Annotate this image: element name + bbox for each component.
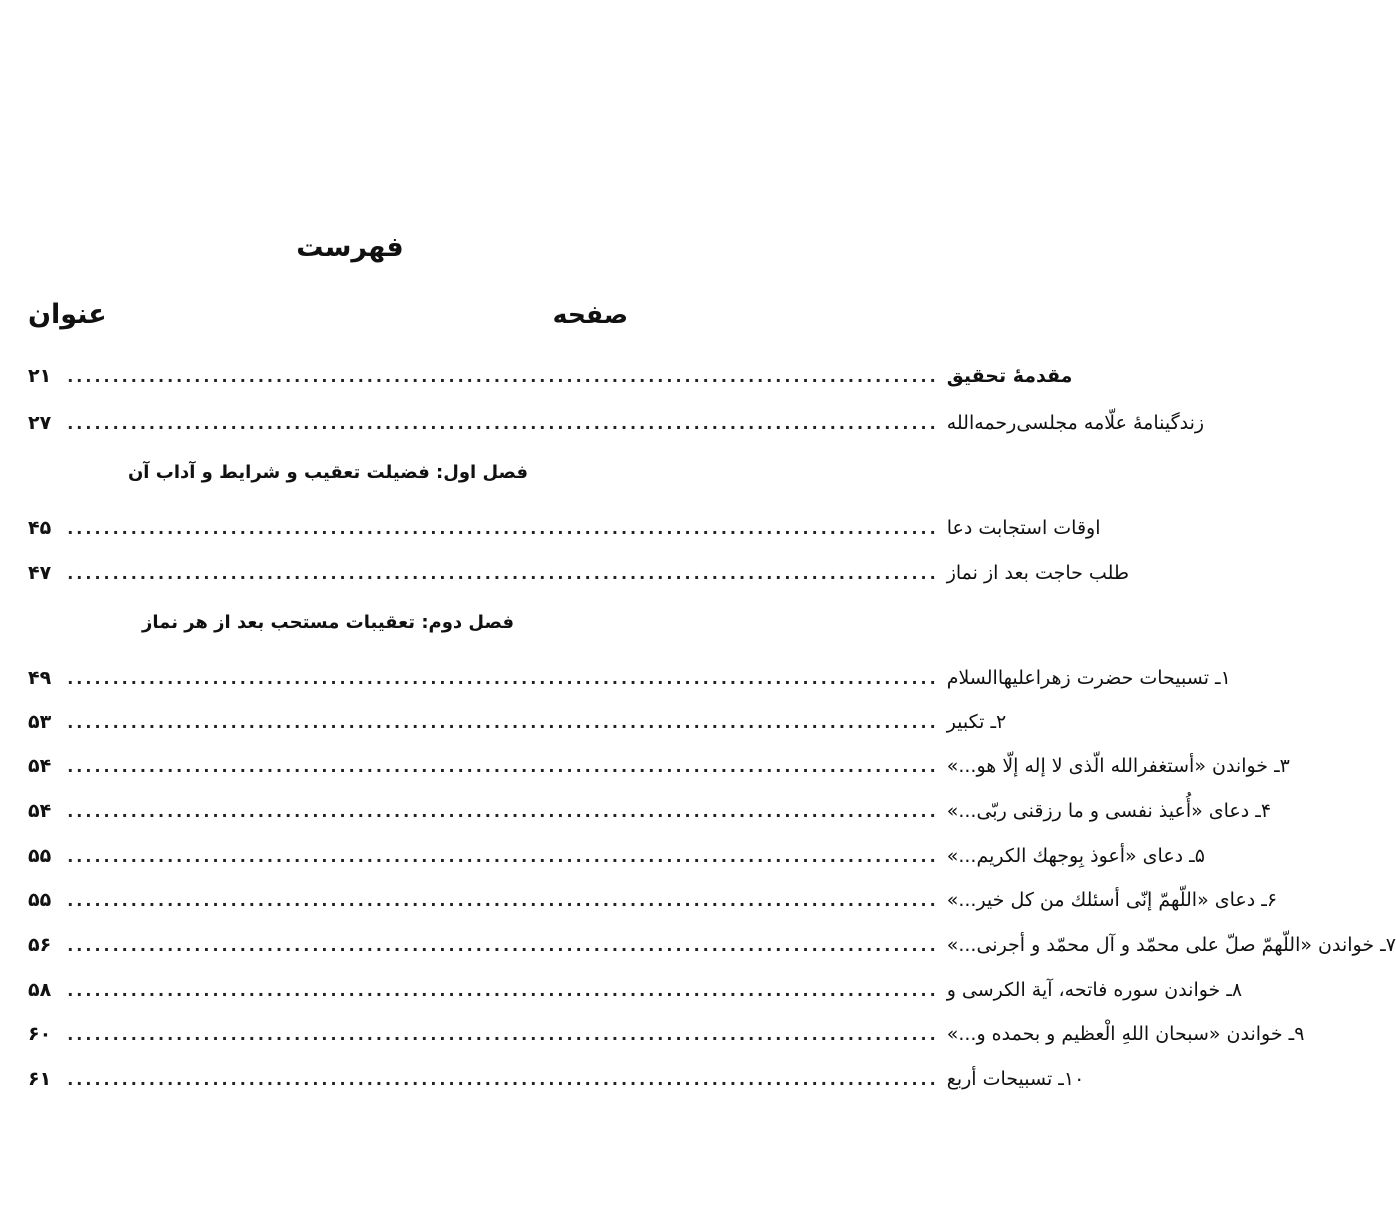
entry-title: ۳ـ خواندن «أستغفرالله الّذى لا إله إلّا هو...» <box>946 755 1290 777</box>
entry-title: ۱ـ تسبيحات حضرت زهراعليهاالسلام <box>946 667 1231 689</box>
toc-entry-s2-2[interactable] <box>28 705 1007 739</box>
entry-title: ۹ـ خواندن «سبحان اللهِ الْعظيم و بحمده و...» <box>946 1023 1305 1045</box>
page-number: ۲۷ <box>28 412 52 434</box>
dot-leader: ................................................................................................ <box>67 935 939 955</box>
page-number: ۵۵ <box>28 845 52 867</box>
dot-leader: ................................................................................................ <box>67 980 939 1000</box>
dot-leader: ................................................................................................ <box>67 846 939 866</box>
page-number: ۵۴ <box>28 755 52 777</box>
toc-entry-s1-1[interactable] <box>28 511 1101 545</box>
column-page-label: صفحه <box>552 299 628 329</box>
toc-entry-s2-10[interactable] <box>28 1062 1085 1096</box>
toc-entry-s2-4[interactable] <box>28 794 1272 828</box>
dot-leader: ................................................................................................ <box>67 801 939 821</box>
toc-entry-s2-8[interactable] <box>28 973 1243 1007</box>
page-number: ۴۵ <box>28 517 52 539</box>
page-number: ۴۷ <box>28 562 52 584</box>
dot-leader: ................................................................................................ <box>67 1024 939 1044</box>
column-header <box>28 294 628 334</box>
column-title-label: عنوان <box>28 298 107 330</box>
page-number: ۵۸ <box>28 979 52 1001</box>
page-number: ۵۴ <box>28 800 52 822</box>
toc-entry-s2-3[interactable] <box>28 749 1290 783</box>
toc-entry-intro-1[interactable] <box>28 359 1073 393</box>
page-number: ۶۰ <box>28 1023 52 1045</box>
entry-title: ۲ـ تكبير <box>946 711 1007 733</box>
entry-title: طلب حاجت بعد از نماز <box>946 562 1129 584</box>
entry-title: اوقات استجابت دعا <box>946 517 1101 539</box>
toc-entry-s2-1[interactable] <box>28 661 1231 695</box>
entry-title: ۴ـ دعاى «أُعيذ نفسى و ما رزقنى ربّى...» <box>946 800 1272 822</box>
section-heading-2: فصل دوم: تعقيبات مستحب بعد از هر نماز <box>142 612 514 633</box>
dot-leader: ................................................................................................ <box>67 890 939 910</box>
entry-title: ۵ـ دعاى «أعوذ بِوجهك الكريم...» <box>946 845 1205 867</box>
entry-title: زندگينامۀ علّامه مجلسى‌رحمه‌الله <box>946 412 1205 434</box>
toc-entry-s1-2[interactable] <box>28 556 1129 590</box>
toc-entry-s2-5[interactable] <box>28 839 1205 873</box>
dot-leader: ................................................................................................ <box>67 1069 939 1089</box>
dot-leader: ................................................................................................ <box>67 563 939 583</box>
toc-entry-s2-9[interactable] <box>28 1017 1305 1051</box>
toc-entry-s2-6[interactable] <box>28 883 1278 917</box>
toc-entry-intro-2[interactable] <box>28 406 1205 440</box>
dot-leader: ................................................................................................ <box>67 413 939 433</box>
toc-entry-s2-7[interactable] <box>28 928 1396 962</box>
page-number: ۵۵ <box>28 889 52 911</box>
dot-leader: ................................................................................................ <box>67 756 939 776</box>
page-number: ۵۶ <box>28 934 52 956</box>
section-heading-1: فصل اول: فضيلت تعقيب و شرايط و آداب آن <box>127 462 529 483</box>
entry-title: ۶ـ دعاى «اللّهمّ إنّى أسئلك من كل خير...» <box>946 889 1278 911</box>
dot-leader: ................................................................................................ <box>67 712 939 732</box>
page-number: ۶۱ <box>28 1068 52 1090</box>
dot-leader: ................................................................................................ <box>67 518 939 538</box>
page-title: فهرست <box>296 232 404 263</box>
dot-leader: ................................................................................................ <box>67 366 939 386</box>
page-number: ۲۱ <box>28 365 52 387</box>
entry-title: ۱۰ـ تسبيحات أربع <box>946 1068 1085 1090</box>
page-number: ۵۳ <box>28 711 52 733</box>
entry-title: مقدمۀ تحقيق <box>946 365 1073 387</box>
entry-title: ۸ـ خواندن سوره فاتحه، آية الكرسى و <box>946 979 1243 1001</box>
entry-title: ۷ـ خواندن «اللّهمّ صلّ على محمّد و آل محمّد و أجرنى...» <box>946 934 1396 956</box>
dot-leader: ................................................................................................ <box>67 668 939 688</box>
page-number: ۴۹ <box>28 667 52 689</box>
